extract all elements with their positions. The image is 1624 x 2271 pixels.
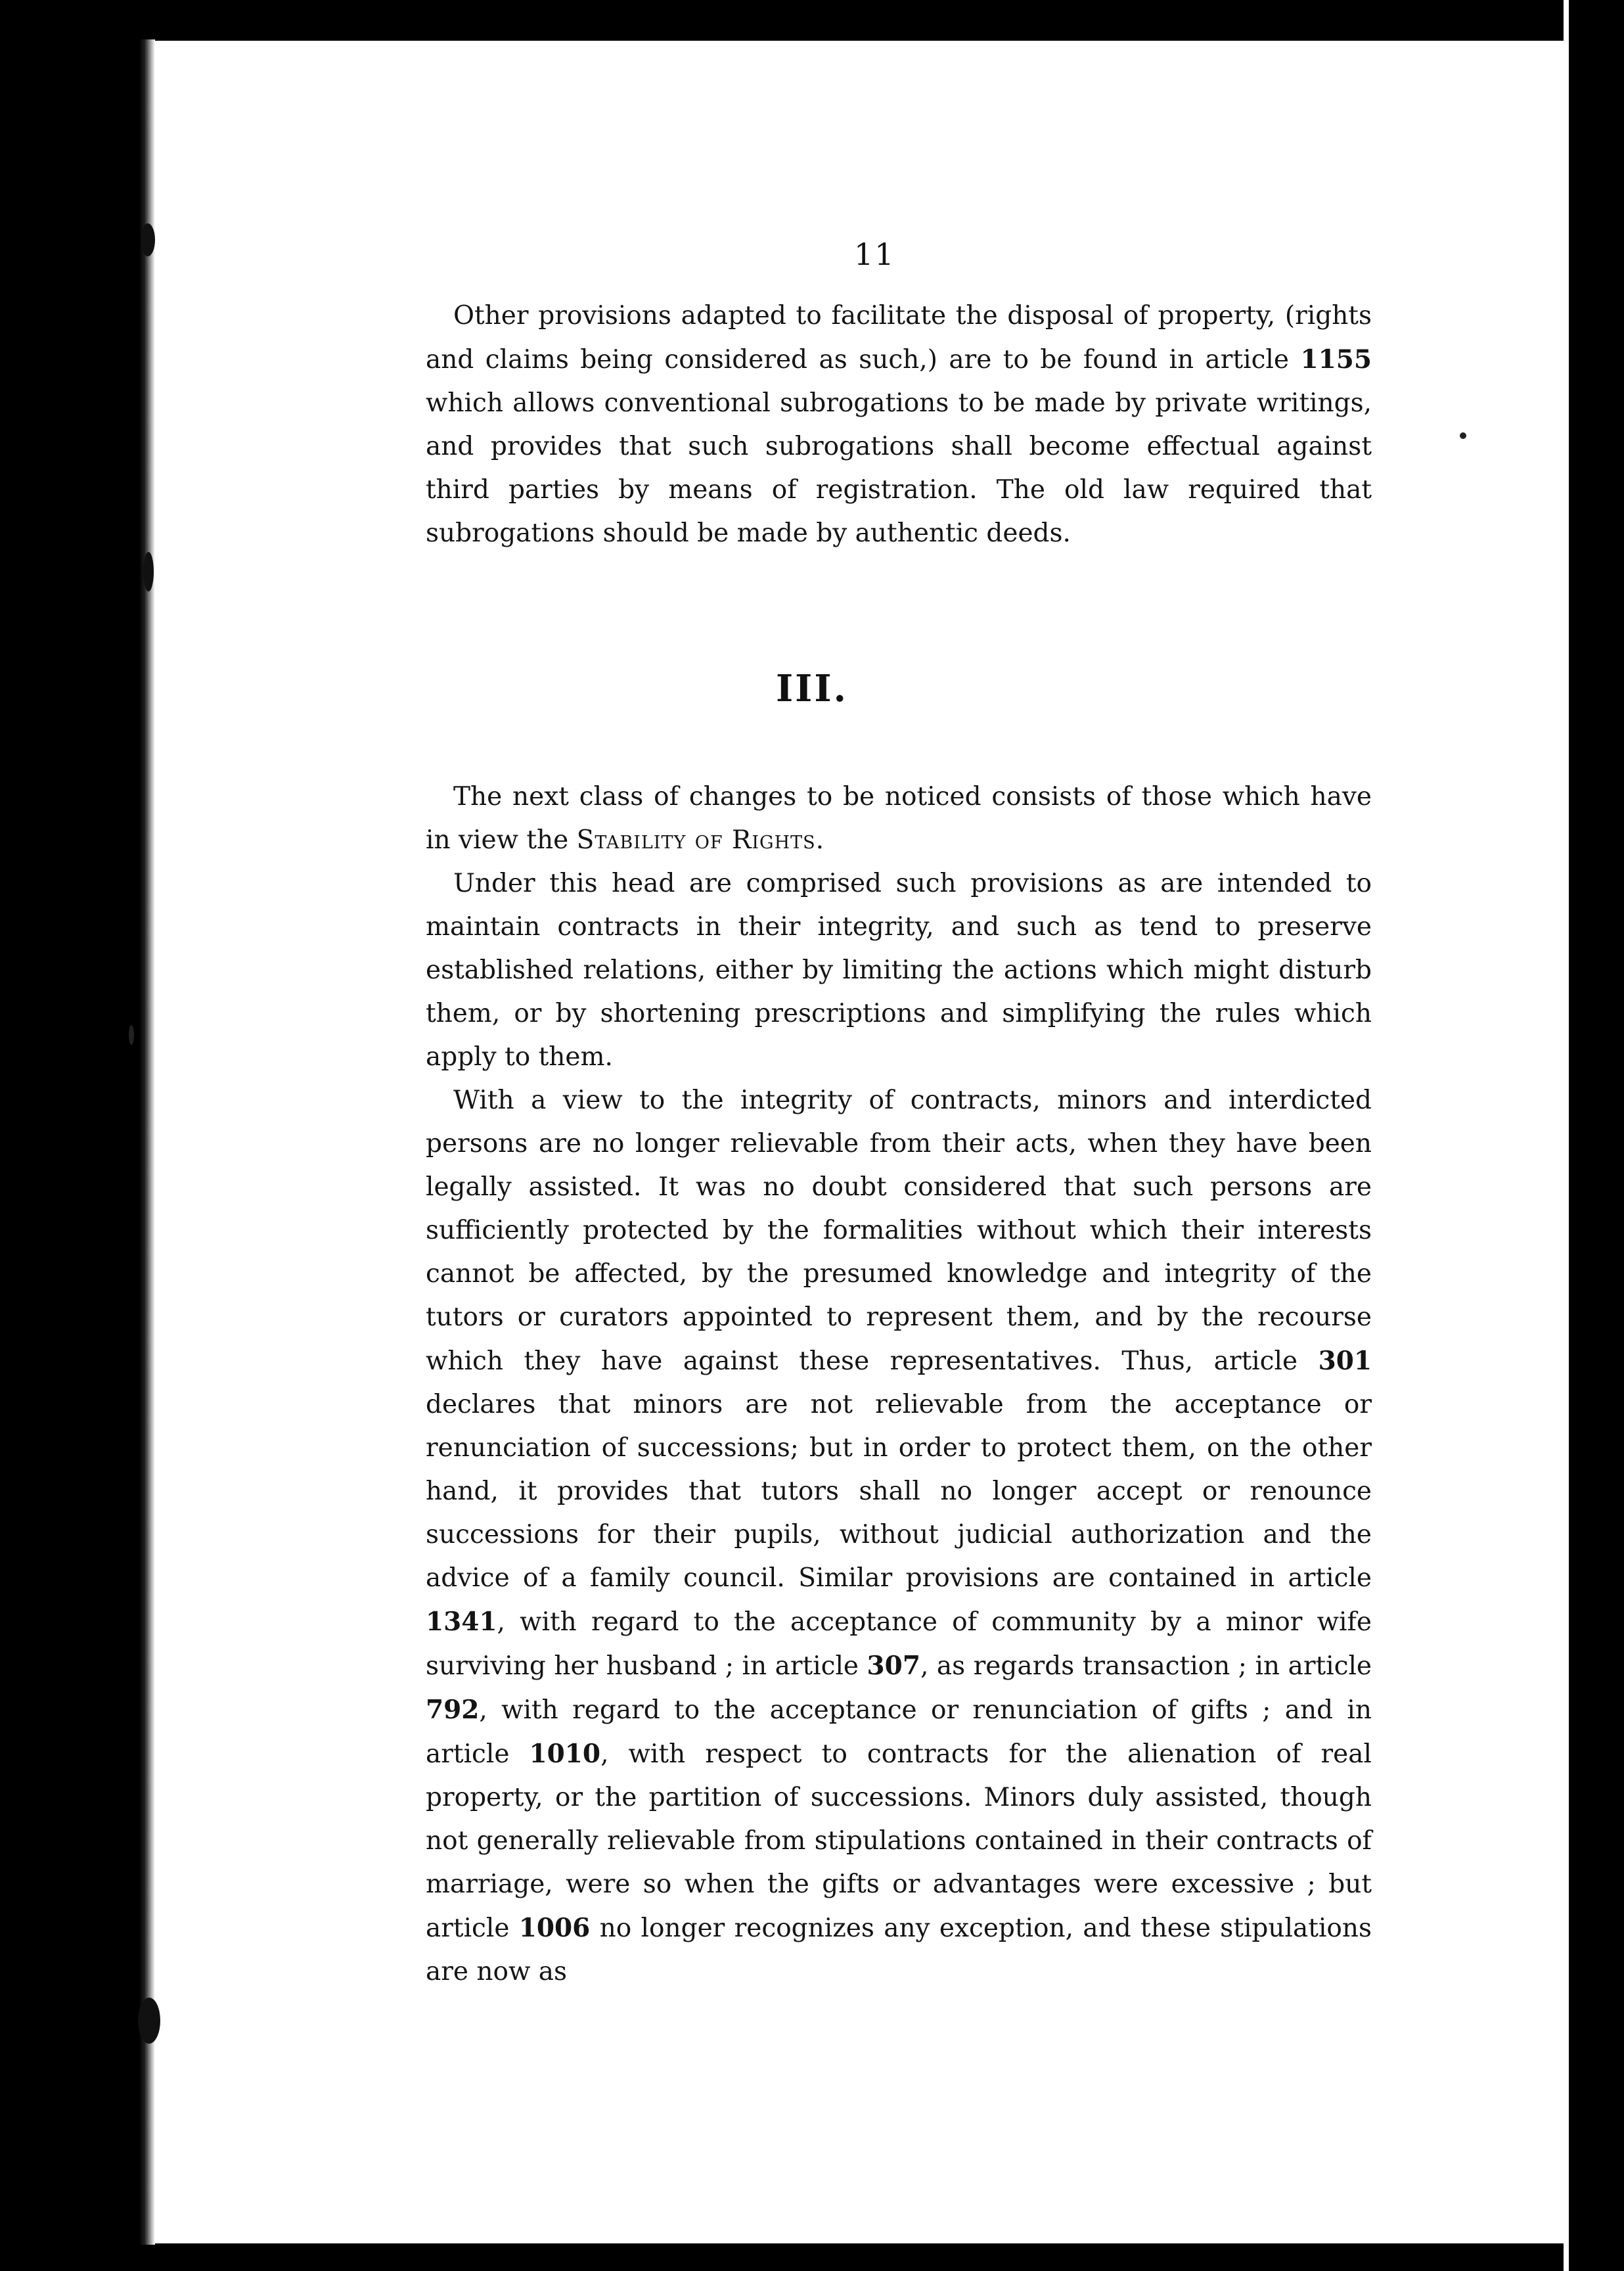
article-number: 307: [867, 1651, 920, 1681]
article-number: 792: [426, 1695, 480, 1725]
paragraph-text: , with regard to the acceptance or renunciation of gifts ; and in article: [426, 1695, 1372, 1769]
paragraph-subrogations: [426, 294, 1372, 555]
paragraph-text: Other provisions adapted to facilitate the disposal of property, (rights and claims being considered as such,) are to be found in article: [426, 301, 1372, 375]
article-number: 301: [1318, 1346, 1372, 1376]
ink-speck: [129, 1025, 134, 1045]
paragraph-under-this-head: Under this head are comprised such provisions as are intended to maintain contracts in their integrity, and such as tend to preserve established relations, either by limiting the actions which might disturb them, or by shortening prescriptions and simplifying the rules which apply to them.: [426, 869, 1372, 1072]
paragraph-text: .: [815, 825, 824, 855]
paragraph-text: which allows conventional subrogations to be made by private writings, and provides that such subrogations shall become effectual against third parties by means of registration. The old law required that subrogations should be made by authentic deeds.: [426, 388, 1372, 548]
article-number: 1006: [518, 1913, 591, 1943]
gutter-mark: [143, 552, 154, 591]
paragraph-next-class: [426, 775, 1372, 862]
paragraph-text: With a view to the integrity of contracts, minors and interdicted persons are no longer relievable from their acts, when they have been legally assisted. It was no doubt considered that such persons are sufficiently protected by the formalities without which their interests cannot be affected, by the presumed knowledge and integrity of the tutors or curators appointed to represent them, and by the recourse which they have against these representatives. Thus, article: [426, 1086, 1372, 1376]
article-number: 1010: [529, 1739, 601, 1769]
gutter-mark: [141, 223, 155, 256]
text-block-main: [426, 775, 1372, 1994]
page-number: 11: [854, 237, 895, 272]
paragraph-text: , with regard to the acceptance of community by a minor wife surviving her husband ; in article: [426, 1607, 1372, 1681]
article-number: 1341: [426, 1607, 497, 1637]
article-number: 1155: [1300, 344, 1372, 375]
emphasis-text: Stability of Rights: [576, 825, 816, 855]
paragraph-text: declares that minors are not relievable from the acceptance or renunciation of successions; but in order to protect them, on the other hand, it provides that tutors shall no longer accept or renounce successions for their pupils, without judicial authorization and the advice of a family council. Similar provisions are contained in article: [426, 1390, 1372, 1593]
paragraph-text: The next class of changes to be noticed consists of those which have in view the: [426, 782, 1372, 855]
paragraph-integrity-of-contracts: [426, 1079, 1372, 1994]
paragraph-text: no longer recognizes any exception, and these stipulations are now as: [426, 1914, 1372, 1986]
paragraph-text: , with respect to contracts for the alienation of real property, or the partition of successions. Minors duly assisted, though not generally relievable from stipulations contained in their contracts of marriage, were so when the gifts or advantages were excessive ; but article: [426, 1739, 1372, 1943]
section-heading: III.: [775, 667, 849, 710]
text-block-top: [426, 294, 1372, 555]
scan-border-right: [1564, 0, 1624, 2271]
paragraph-text: , as regards transaction ; in article: [920, 1651, 1372, 1681]
gutter-mark: [138, 1998, 160, 2044]
binding-edge: [139, 39, 155, 2245]
ink-speck: [1460, 432, 1466, 439]
page-edge: [1564, 0, 1569, 2271]
